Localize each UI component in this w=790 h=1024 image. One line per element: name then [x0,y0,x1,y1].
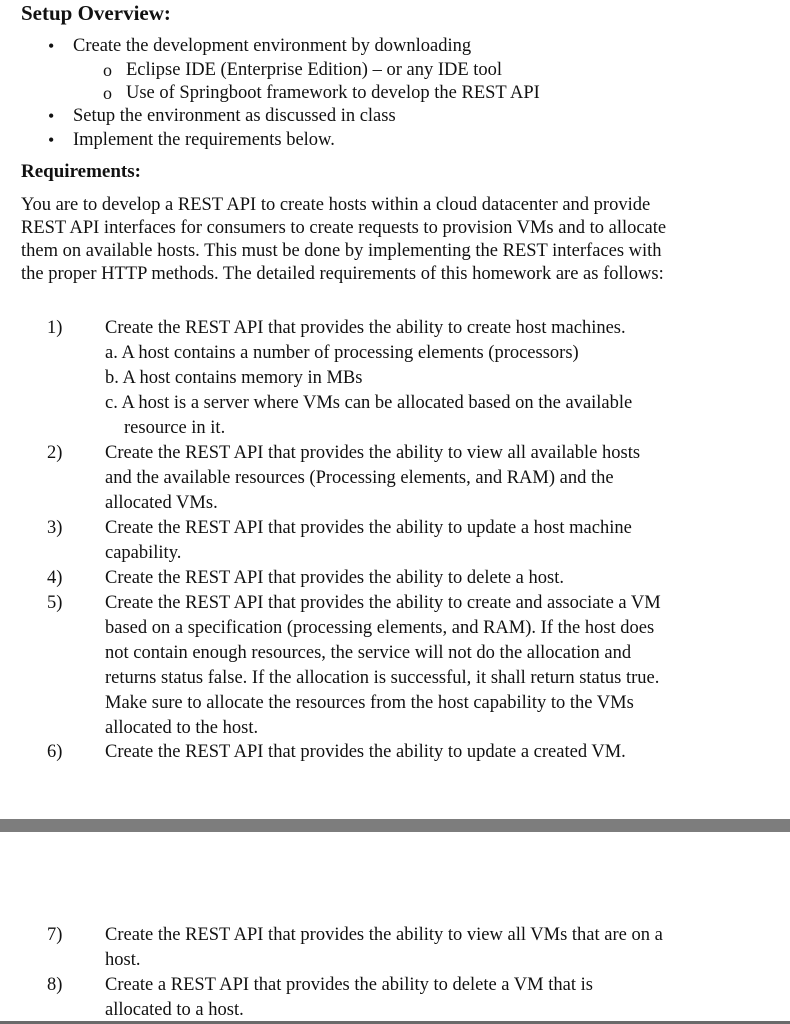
item-2-line: and the available resources (Processing elements, and RAM) and the [105,468,614,488]
item-4-line: Create the REST API that provides the ability to delete a host. [105,568,564,588]
item-6-line: Create the REST API that provides the ability to update a created VM. [105,742,626,762]
item-number: 3) [47,518,63,538]
requirements-heading: Requirements: [21,161,141,182]
setup-bullet-1: Create the development environment by downloading [73,36,472,56]
document-page-2 [0,832,790,1024]
setup-bullet-2: Setup the environment as discussed in class [73,106,396,126]
item-number: 6) [47,742,63,762]
setup-sub-bullet-1: Eclipse IDE (Enterprise Edition) – or any IDE tool [126,60,503,80]
item-5-line: not contain enough resources, the service will not do the allocation and [105,643,632,663]
circle-bullet-icon: o [103,60,112,80]
item-1-line: resource in it. [124,418,226,438]
item-number: 7) [47,925,63,945]
setup-sub-bullet-2: Use of Springboot framework to develop the REST API [126,83,540,103]
page-break-divider [0,819,790,832]
item-number: 2) [47,443,63,463]
item-1-line: b. A host contains memory in MBs [105,368,363,388]
item-number: 1) [47,318,63,338]
bullet-icon: • [48,36,55,56]
item-5-line: allocated to the host. [105,718,259,738]
item-number: 5) [47,593,63,613]
item-1-line: a. A host contains a number of processing elements (processors) [105,343,579,363]
bullet-icon: • [48,130,55,150]
item-2-line: allocated VMs. [105,493,218,513]
item-3-line: capability. [105,543,182,563]
item-7-line: host. [105,950,141,970]
circle-bullet-icon: o [103,83,112,103]
intro-line: You are to develop a REST API to create hosts within a cloud datacenter and provide [21,195,651,215]
bullet-icon: • [48,106,55,126]
item-1-line: Create the REST API that provides the ability to create host machines. [105,318,626,338]
item-8-line: allocated to a host. [105,1000,244,1020]
setup-bullet-3: Implement the requirements below. [73,130,335,150]
item-1-line: c. A host is a server where VMs can be allocated based on the available [105,393,633,413]
intro-line: the proper HTTP methods. The detailed requirements of this homework are as follows: [21,264,664,284]
item-2-line: Create the REST API that provides the ability to view all available hosts [105,443,641,463]
intro-line: REST API interfaces for consumers to create requests to provision VMs and to allocate [21,218,667,238]
item-number: 8) [47,975,63,995]
item-8-line: Create a REST API that provides the ability to delete a VM that is [105,975,593,995]
item-7-line: Create the REST API that provides the ability to view all VMs that are on a [105,925,663,945]
intro-line: them on available hosts. This must be done by implementing the REST interfaces with [21,241,662,261]
item-3-line: Create the REST API that provides the ability to update a host machine [105,518,632,538]
item-5-line: based on a specification (processing elements, and RAM). If the host does [105,618,655,638]
requirements-intro [21,194,773,286]
item-5-line: Make sure to allocate the resources from the host capability to the VMs [105,693,634,713]
item-5-line: Create the REST API that provides the ability to create and associate a VM [105,593,661,613]
item-number: 4) [47,568,63,588]
item-5-line: returns status false. If the allocation is successful, it shall return status true. [105,668,660,688]
setup-heading: Setup Overview: [21,1,171,25]
